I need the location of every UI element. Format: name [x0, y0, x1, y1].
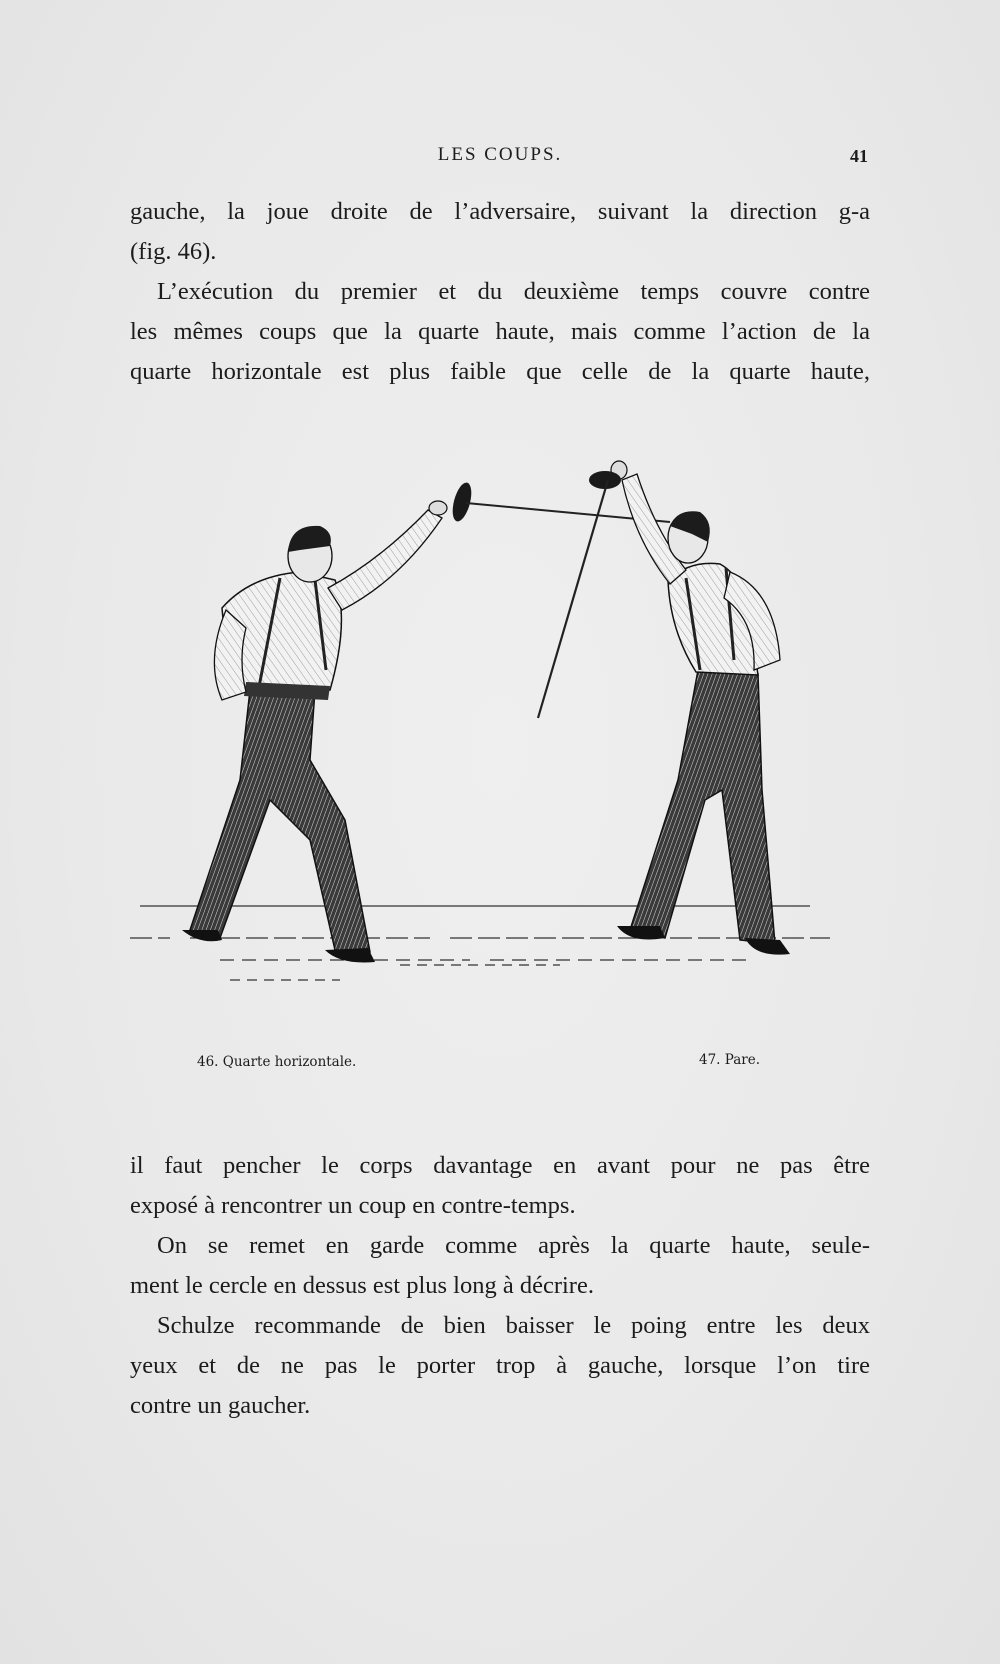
text-line: L’exécution du premier et du deuxième temps couvre contre [157, 278, 870, 305]
text-line: il faut pencher le corps davantage en avant pour ne pas être [130, 1152, 870, 1179]
text-line: les mêmes coups que la quarte haute, mais comme l’action de la [130, 318, 870, 345]
text-block-bottom [130, 1146, 870, 1426]
page-number: 41 [850, 146, 868, 166]
right-fencer [538, 461, 790, 955]
text-line: gauche, la joue droite de l’adversaire, suivant la direction g-a [130, 198, 870, 225]
left-fencer [182, 481, 670, 963]
text-block-top [130, 192, 870, 392]
text-line: Schulze recommande de bien baisser le poing entre les deux [157, 1312, 870, 1339]
floor-lines [130, 906, 830, 980]
text-line: ment le cercle en dessus est plus long à décrire. [130, 1272, 594, 1299]
text-line: exposé à rencontrer un coup en contre-temps. [130, 1192, 576, 1219]
text-line: yeux et de ne pas le porter trop à gauche, lorsque l’on tire [130, 1352, 870, 1379]
text-line: contre un gaucher. [130, 1392, 311, 1419]
figure-caption-46: 46. Quarte horizontale. [197, 1054, 357, 1070]
running-title: LES COUPS. [437, 144, 563, 165]
text-line: (fig. 46). [130, 238, 217, 265]
text-line: quarte horizontale est plus faible que celle de la quarte haute, [130, 358, 870, 385]
text-line: On se remet en garde comme après la quarte haute, seule- [157, 1232, 870, 1259]
fencing-illustration [130, 460, 870, 1020]
figure-caption-47: 47. Pare. [699, 1052, 761, 1068]
